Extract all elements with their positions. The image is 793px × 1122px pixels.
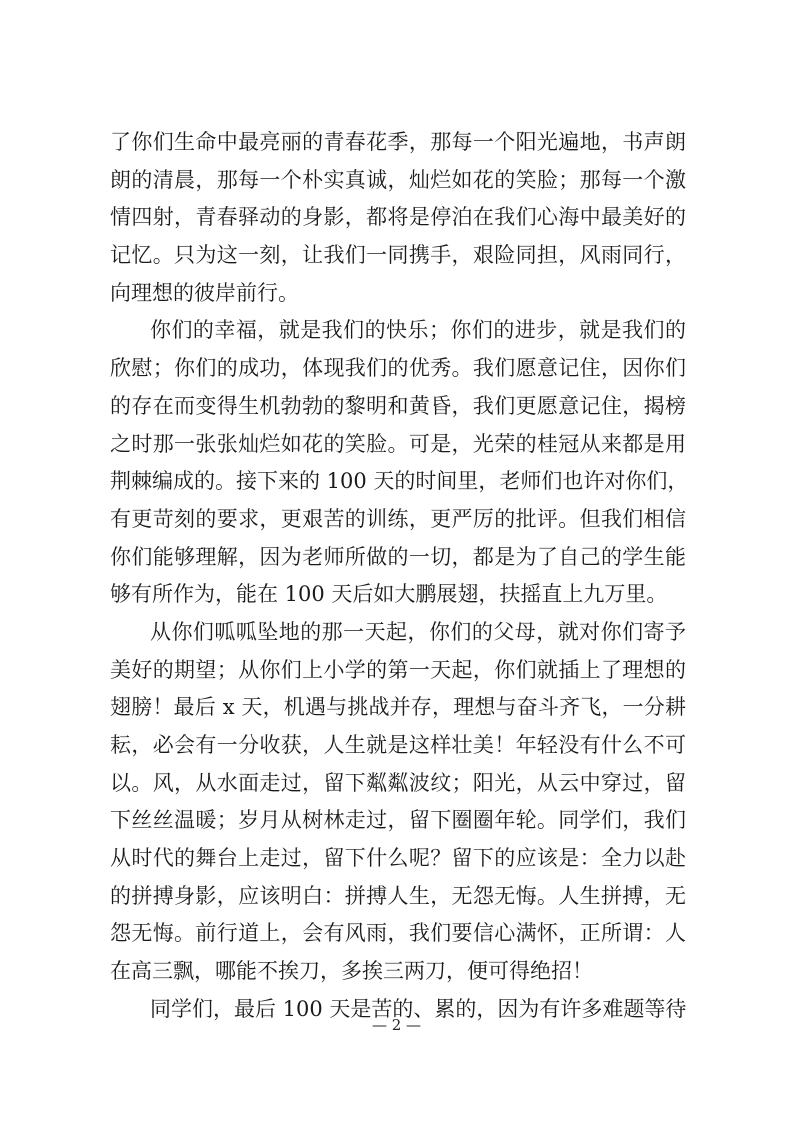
text-line: 你们能够理解，因为老师所做的一切，都是为了自己的学生能 — [110, 544, 686, 569]
text-line: 美好的期望；从你们上小学的第一天起，你们就插上了理想的 — [110, 657, 686, 682]
paragraph — [110, 312, 689, 614]
text-line: 的存在而变得生机勃勃的黎明和黄昏，我们更愿意记住，揭榜 — [110, 393, 686, 418]
text-line: 从你们呱呱坠地的那一天起，你们的父母，就对你们寄予 — [150, 619, 686, 644]
paragraph — [110, 124, 686, 312]
text-line: 朗的清晨，那每一个朴实真诚，灿烂如花的笑脸；那每一个激 — [110, 167, 686, 192]
text-line: 的拼搏身影，应该明白：拼搏人生，无怨无悔。人生拼搏，无 — [110, 883, 686, 908]
text-line: 记忆。只为这一刻，让我们一同携手，艰险同担，风雨同行， — [110, 243, 686, 268]
body-text — [110, 124, 689, 1029]
text-line: 之时那一张张灿烂如花的笑脸。可是，光荣的桂冠从来都是用 — [110, 431, 686, 456]
text-line: 欣慰；你们的成功，体现我们的优秀。我们愿意记住，因你们 — [110, 356, 686, 381]
text-line: 情四射，青春驿动的身影，都将是停泊在我们心海中最美好的 — [110, 205, 686, 230]
text-line: 有更苛刻的要求，更艰苦的训练，更严厉的批评。但我们相信 — [110, 506, 686, 531]
text-line: 在高三飘，哪能不挨刀，多挨三两刀，便可得绝招！ — [110, 959, 593, 984]
text-line: 翅膀！最后 x 天，机遇与挑战并存，理想与奋斗齐飞，一分耕 — [110, 695, 686, 720]
text-line: 向理想的彼岸前行。 — [110, 280, 299, 305]
text-line: 耘，必会有一分收获，人生就是这样壮美！年轻没有什么不可 — [110, 733, 686, 757]
paragraph — [110, 614, 686, 991]
text-line: 够有所作为，能在 100 天后如大鹏展翅，扶摇直上九万里。 — [110, 582, 668, 607]
text-line: 下丝丝温暖；岁月从树林走过，留下圈圈年轮。同学们，我们 — [110, 808, 686, 833]
text-line: 你们的幸福，就是我们的快乐；你们的进步，就是我们的 — [150, 318, 686, 343]
text-line: 荆棘编成的。接下来的 100 天的时间里，老师们也许对你们， — [110, 469, 689, 494]
text-line: 怨无悔。前行道上，会有风雨，我们要信心满怀，正所谓：人 — [110, 921, 686, 946]
page-number: — 2 — — [371, 1016, 422, 1034]
text-line: 了你们生命中最亮丽的青春花季，那每一个阳光遍地，书声朗 — [110, 130, 686, 154]
text-line: 以。风，从水面走过，留下粼粼波纹；阳光，从云中穿过，留 — [110, 770, 686, 795]
text-line: 从时代的舞台上走过，留下什么呢？留下的应该是：全力以赴 — [110, 846, 686, 871]
text-line: 同学们，最后 100 天是苦的、累的，因为有许多难题等待 — [150, 996, 687, 1021]
